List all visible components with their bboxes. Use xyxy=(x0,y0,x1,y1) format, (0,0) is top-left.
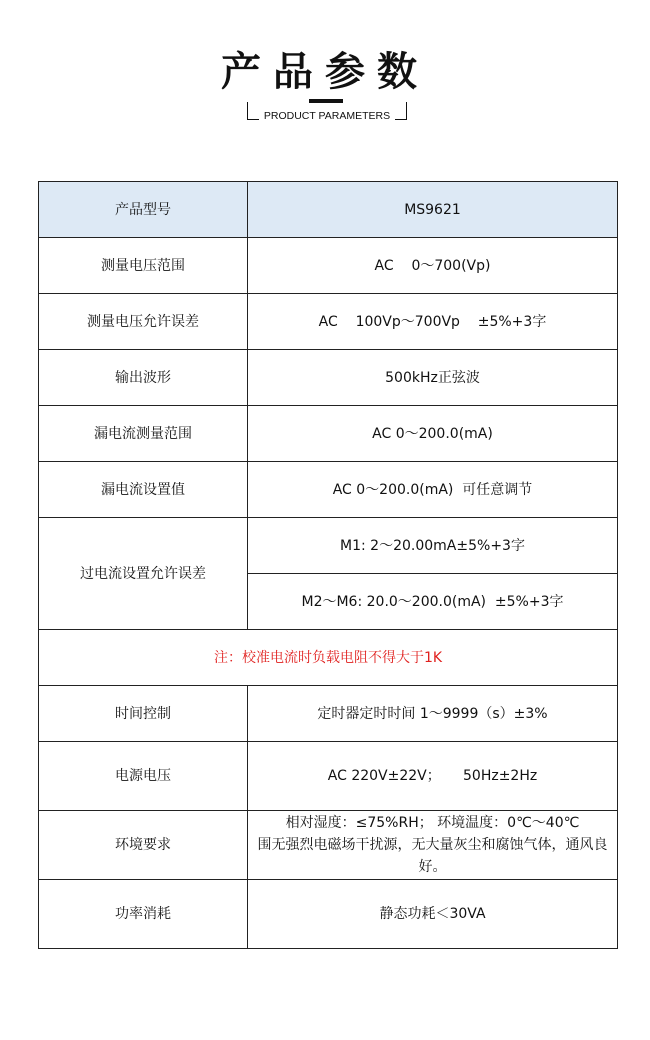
page-title: 产品参数 xyxy=(221,49,429,95)
param-value: AC 0～200.0(mA) xyxy=(248,406,618,462)
param-value: 静态功耗＜30VA xyxy=(248,880,618,949)
param-label: 时间控制 xyxy=(39,686,248,742)
table-row xyxy=(39,811,618,880)
param-value: M1: 2～20.00mA±5%+3字 xyxy=(248,518,618,574)
param-label: 功率消耗 xyxy=(39,880,248,949)
table-row xyxy=(39,182,618,238)
table-row xyxy=(39,462,618,518)
param-label: 漏电流测量范围 xyxy=(39,406,248,462)
param-value: AC 220V±22V； 50Hz±2Hz xyxy=(248,742,618,811)
table-row xyxy=(39,686,618,742)
table-row xyxy=(39,350,618,406)
param-label: 漏电流设置值 xyxy=(39,462,248,518)
param-label: 环境要求 xyxy=(39,811,248,880)
param-label: 测量电压允许误差 xyxy=(39,294,248,350)
param-label: 输出波形 xyxy=(39,350,248,406)
env-line-1: 相对湿度：≤75%RH； 环境温度：0℃～40℃ xyxy=(285,815,580,831)
title-accent-bar xyxy=(309,99,343,103)
page-subtitle: PRODUCT PARAMETERS xyxy=(263,110,391,122)
table-row xyxy=(39,406,618,462)
param-label: 过电流设置允许误差 xyxy=(39,518,248,630)
table-row xyxy=(39,742,618,811)
parameters-table xyxy=(38,181,618,949)
param-value: 500kHz正弦波 xyxy=(248,350,618,406)
env-line-2: 围无强烈电磁场干扰源，无大量灰尘和腐蚀气体，通风良好。 xyxy=(257,837,608,875)
param-label: 电源电压 xyxy=(39,742,248,811)
param-value: AC 0～200.0(mA) 可任意调节 xyxy=(248,462,618,518)
calibration-note: 注：校准电流时负载电阻不得大于1K xyxy=(39,630,618,686)
param-value: AC 100Vp～700Vp ±5%+3字 xyxy=(248,294,618,350)
table-row xyxy=(39,630,618,686)
param-value: 定时器定时时间 1～9999（s）±3% xyxy=(248,686,618,742)
param-label: 测量电压范围 xyxy=(39,238,248,294)
param-value: M2～M6: 20.0～200.0(mA) ±5%+3字 xyxy=(248,574,618,630)
subtitle-frame xyxy=(247,102,407,122)
param-value: MS9621 xyxy=(248,182,618,238)
table-row xyxy=(39,880,618,949)
param-label: 产品型号 xyxy=(39,182,248,238)
table-row xyxy=(39,518,618,574)
param-value xyxy=(248,811,618,880)
table-row xyxy=(39,238,618,294)
table-row xyxy=(39,294,618,350)
param-value: AC 0～700(Vp) xyxy=(248,238,618,294)
